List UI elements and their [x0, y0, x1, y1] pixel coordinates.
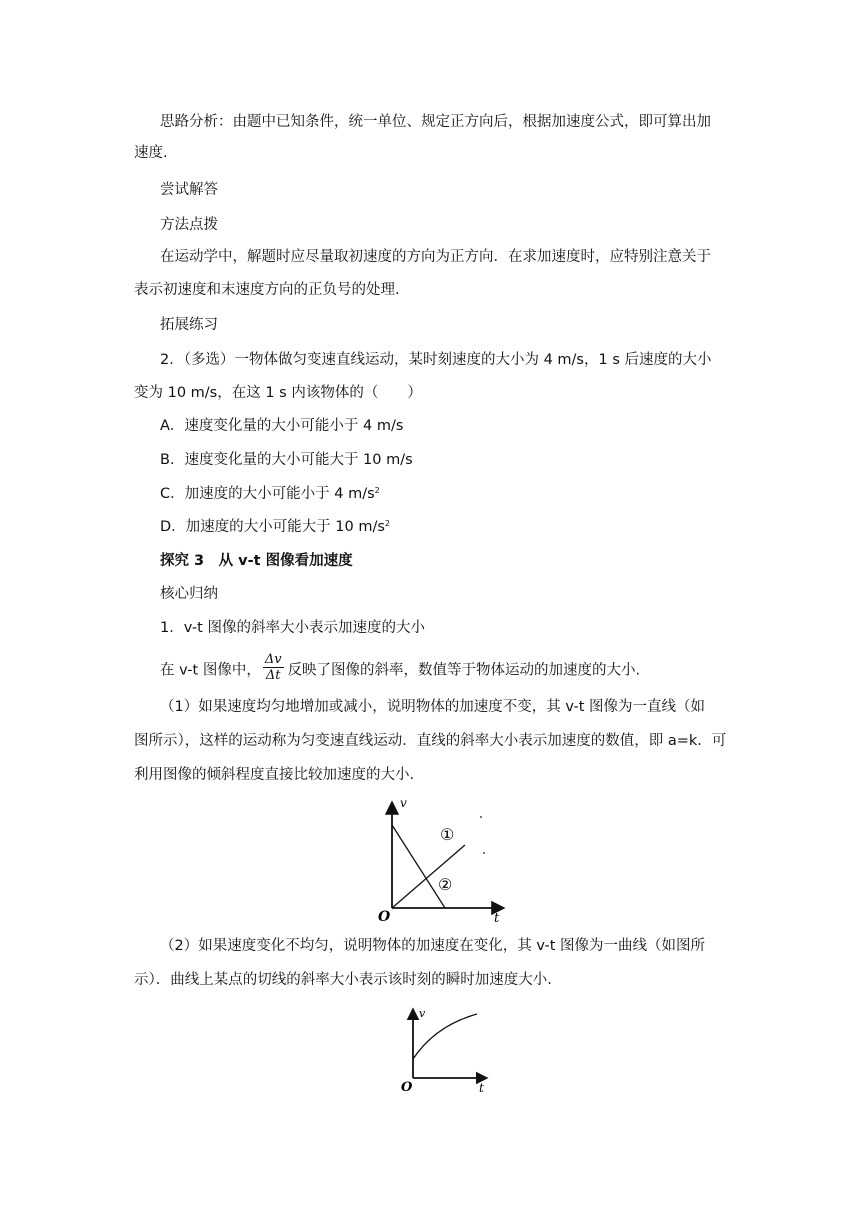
- v-axis-label: v: [419, 1007, 426, 1020]
- case-1-line-1: （1）如果速度均匀地增加或减小，说明物体的加速度不变，其 v-t 图像为一直线（如: [160, 699, 706, 715]
- line-1-increasing: [392, 845, 465, 908]
- option-a: A．速度变化量的大小可能小于 4 m/s: [160, 418, 404, 434]
- option-d: D．加速度的大小可能大于 10 $m/s^2$: [160, 519, 390, 535]
- core-summary-heading: 核心归纳: [160, 586, 218, 602]
- analysis-line-1: 思路分析：由题中已知条件，统一单位、规定正方向后，根据加速度公式，即可算出加: [160, 114, 711, 130]
- try-answer-heading: 尝试解答: [160, 182, 218, 198]
- line-1-label: ①: [440, 825, 455, 844]
- vt-graph-linear: [370, 790, 520, 925]
- origin-label: O: [401, 1080, 413, 1095]
- line-2-label: ②: [438, 875, 453, 894]
- case-1-line-3: 利用图像的倾斜程度直接比较加速度的大小.: [134, 767, 415, 783]
- method-tip-heading: 方法点拨: [160, 217, 218, 233]
- method-tip-line-1: 在运动学中，解题时应尽量取初速度的方向为正方向．在求加速度时，应特别注意关于: [160, 249, 711, 265]
- velocity-curve: [413, 1014, 477, 1059]
- point-1: 1．v-t 图像的斜率大小表示加速度的大小: [160, 620, 425, 636]
- question-line-2: 变为 10 m/s，在这 1 s 内该物体的（ ）: [134, 385, 422, 401]
- case-2-line-2: 示）．曲线上某点的切线的斜率大小表示该时刻的瞬时加速度大小.: [134, 972, 552, 988]
- section-3-title: 探究 3 从 v-t 图像看加速度: [160, 553, 353, 569]
- option-b: B．速度变化量的大小可能大于 10 m/s: [160, 452, 413, 468]
- practice-heading: 拓展练习: [160, 317, 218, 333]
- method-tip-line-2: 表示初速度和末速度方向的正负号的处理.: [134, 282, 400, 298]
- option-c: C．加速度的大小可能小于 4 $m/s^2$: [160, 486, 380, 502]
- origin-label: O: [378, 909, 391, 925]
- t-axis-label: t: [479, 1081, 484, 1095]
- t-axis-label: t: [494, 911, 500, 925]
- delta-fraction: $\frac{\Delta v}{\Delta t}$: [264, 652, 282, 683]
- v-axis-label: v: [400, 796, 407, 810]
- analysis-line-2: 速度.: [134, 145, 168, 161]
- question-line-1: 2．（多选）一物体做匀变速直线运动，某时刻速度的大小为 4 m/s，1 s 后速度的大小: [160, 352, 712, 368]
- case-2-line-1: （2）如果速度变化不均匀，说明物体的加速度在变化，其 v-t 图像为一曲线（如图所: [160, 938, 706, 954]
- case-1-line-2: 图所示），这样的运动称为匀变速直线运动．直线的斜率大小表示加速度的数值，即 a=k．可: [134, 733, 727, 749]
- vt-graph-curve: [397, 1003, 497, 1095]
- slope-sentence: 在 v-t 图像中， $\frac{\Delta v}{\Delta t}$ 反映了图像的斜率，数值等于物体运动的加速度的大小.: [160, 652, 641, 683]
- line-2-decreasing: [392, 825, 445, 908]
